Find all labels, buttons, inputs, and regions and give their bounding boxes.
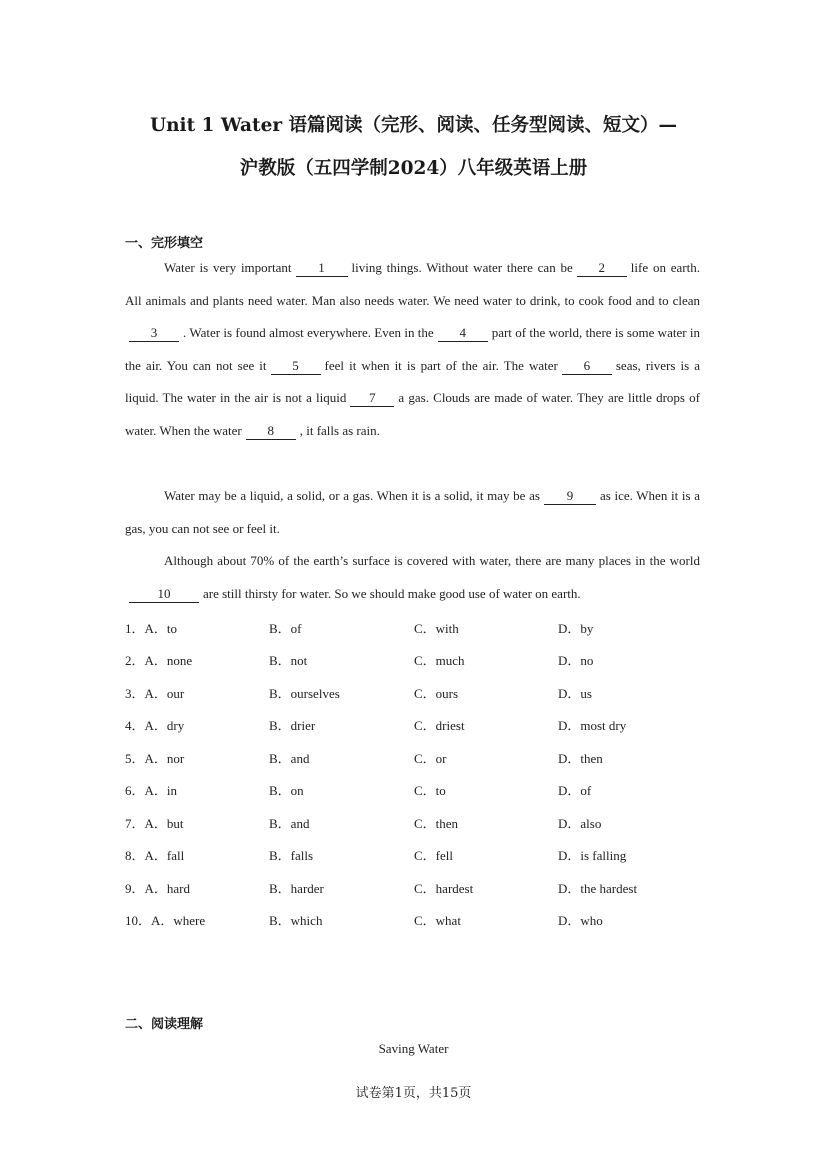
blank-7: 7 [350,390,394,407]
option-b: B．and [269,816,310,831]
question-number: 9． [125,881,145,896]
option-c: C．fell [414,848,453,863]
option-d: D．is falling [558,848,627,863]
text-span: Water is very important [164,260,292,275]
option-c: C．driest [414,718,465,733]
option-c: C．to [414,783,446,798]
text-span: as ice. When it is a gas, you can not see or feel it. [125,488,700,536]
doc-title-line1: Unit 1 Water 语篇阅读（完形、阅读、任务型阅读、短文）— [149,115,678,136]
question-number: 6． [125,783,145,798]
option-c: C．hardest [414,881,474,896]
question-number-option-a [125,780,177,799]
option-a: A．where [151,913,206,928]
option-c: C．what [414,913,461,928]
option-d: D．also [558,816,602,831]
question-number-option-a [125,715,184,734]
blank-10: 10 [129,586,199,603]
blank-6: 6 [562,358,612,375]
option-a: A．our [144,686,185,701]
text-span: Water may be a liquid, a solid, or a gas. When it is a solid, it may be as [164,488,540,503]
option-d: D．most dry [558,718,627,733]
text-span: Although about 70% of the earth’s surface is covered with water, there are many places in the world [164,553,700,568]
option-c: C．with [414,621,459,636]
option-a: A．fall [144,848,185,863]
text-span: life on earth. All animals and plants need water. Man also needs water. We need water to drink, to cook food and to clean [125,260,700,308]
option-b: B．ourselves [269,686,340,701]
passage-title: Saving Water [378,1041,449,1056]
question-number: 3． [125,686,145,701]
blank-2: 2 [577,260,627,277]
text-span: living things. Without water there can be [351,260,573,275]
text-span: part of the world, there is some water in the air. You can not see it [125,325,700,373]
blank-4: 4 [438,325,488,342]
option-b: B．which [269,913,323,928]
option-c: C．then [414,816,459,831]
text-span: . Water is found almost everywhere. Even in the [183,325,434,341]
option-a: A．but [144,816,184,831]
option-b: B．harder [269,881,324,896]
question-number-option-a [125,813,184,832]
option-d: D．no [558,653,594,668]
option-c: C．ours [414,686,459,701]
cloze-paragraph-2 [125,480,700,545]
text-span: a gas. Clouds are made of water. They are little drops of water. When the water [125,390,700,438]
option-d: D．of [558,783,592,798]
question-number: 5． [125,751,145,766]
question-number: 7． [125,816,145,831]
cloze-paragraph-3 [125,545,700,610]
option-b: B．falls [269,848,314,863]
text-span: are still thirsty for water. So we should make good use of water on earth. [203,585,581,601]
option-b: B．not [269,653,308,668]
page-footer: 试卷第1页，共15页 [355,1086,472,1101]
option-b: B．of [269,621,302,636]
option-d: D．by [558,621,594,636]
question-number: 4． [125,718,145,733]
option-d: D．who [558,913,603,928]
question-number-option-a [125,683,184,702]
question-number-option-a [125,748,184,767]
section-heading-cloze: 一、完形填空 [125,236,204,251]
question-number: 8． [125,848,145,863]
question-number-option-a [125,618,177,637]
option-d: D．then [558,751,603,766]
text-span: feel it when it is part of the air. The water [324,357,558,373]
question-number: 1． [125,621,145,636]
option-c: C．much [414,653,465,668]
text-span: , it falls as rain. [299,422,380,438]
option-b: B．drier [269,718,316,733]
blank-3: 3 [129,325,179,342]
blank-8: 8 [246,423,296,440]
option-b: B．on [269,783,304,798]
question-number-option-a [125,845,184,864]
option-d: D．the hardest [558,881,638,896]
doc-title-line2: 沪教版（五四学制2024）八年级英语上册 [239,158,588,179]
question-number: 2． [125,653,145,668]
blank-1: 1 [296,260,348,277]
question-number-option-a [125,910,205,929]
option-a: A．hard [144,881,191,896]
blank-5: 5 [271,358,321,375]
option-a: A．none [144,653,193,668]
option-a: A．dry [144,718,185,733]
option-c: C．or [414,751,447,766]
question-number-option-a [125,878,190,897]
question-number: 10． [125,913,152,928]
option-a: A．nor [144,751,185,766]
option-d: D．us [558,686,592,701]
option-a: A．to [144,621,178,636]
question-number-option-a [125,650,192,669]
cloze-paragraph-1 [125,252,700,448]
blank-9: 9 [544,488,596,505]
option-a: A．in [144,783,178,798]
text-span: seas, rivers is a liquid. The water in the air is not a liquid [125,357,700,406]
section-heading-reading: 二、阅读理解 [125,1017,204,1032]
option-b: B．and [269,751,310,766]
